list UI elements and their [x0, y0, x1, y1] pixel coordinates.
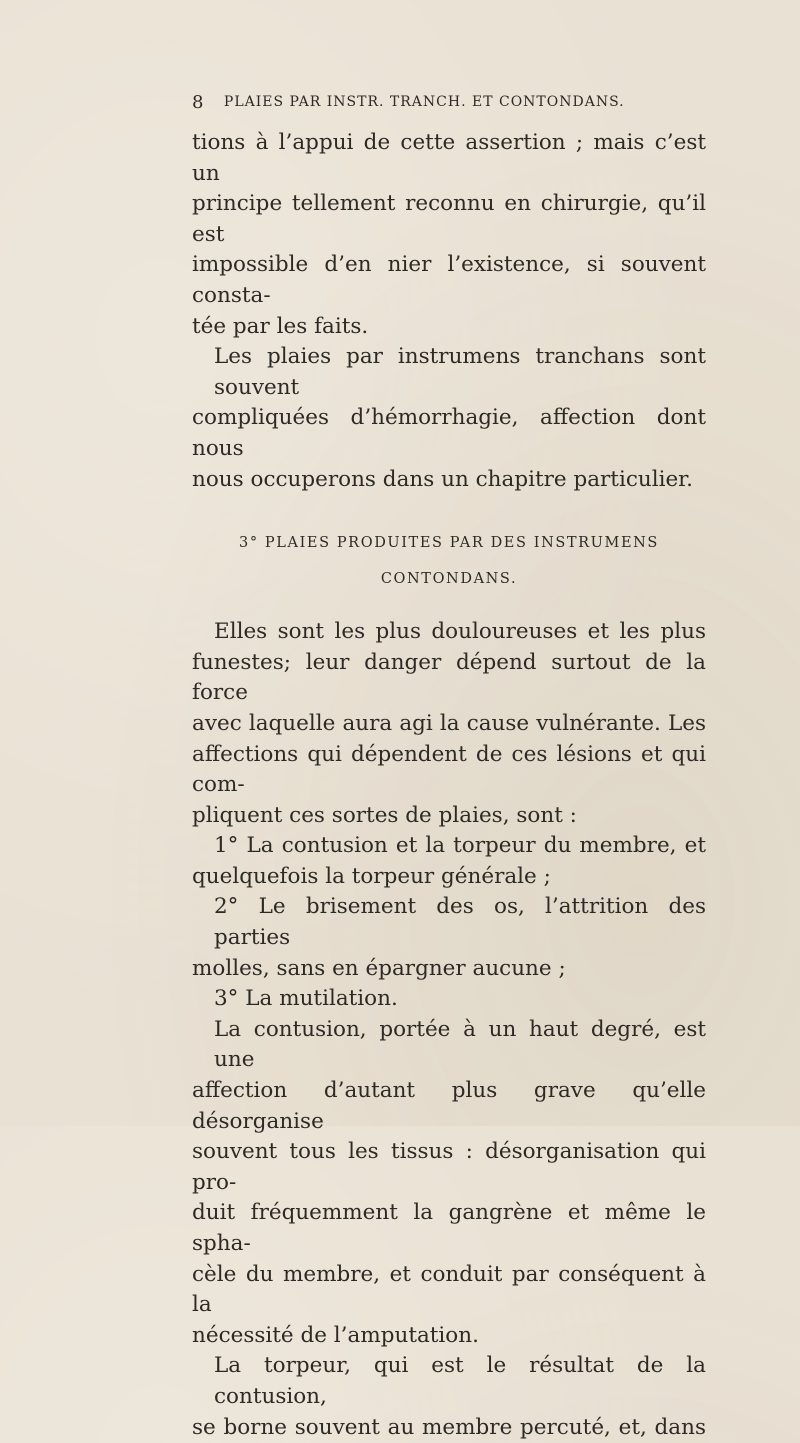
text-line: Elles sont les plus douloureuses et les plus — [214, 619, 706, 645]
running-title: PLAIES PAR INSTR. TRANCH. ET CONTONDANS. — [223, 94, 625, 110]
text-line: 3° La mutilation. — [214, 986, 398, 1012]
text-line: funestes; leur danger dépend surtout de la force — [192, 649, 706, 706]
body-text — [192, 128, 706, 1443]
text-line: pliquent ces sortes de plaies, sont : — [192, 802, 577, 828]
text-line: molles, sans en épargner aucune ; — [192, 955, 566, 981]
paragraph-torpor — [192, 1351, 706, 1443]
text-line: cèle du membre, et conduit par conséquent à la — [192, 1261, 706, 1318]
text-line: 2° Le brisement des os, l’attrition des parties — [214, 894, 706, 951]
text-line: tée par les faits. — [192, 313, 369, 339]
list-item-2 — [192, 892, 706, 984]
list-item-1 — [192, 831, 706, 892]
text-line: Les plaies par instrumens tranchans sont souvent — [214, 344, 706, 400]
text-line: quelquefois la torpeur générale ; — [192, 863, 551, 889]
text-line: nous occuperons dans un chapitre particulier. — [192, 466, 693, 492]
text-line: compliquées d’hémorrhagie, affection dont nous — [192, 405, 706, 461]
section-heading-line: CONTONDANS. — [380, 571, 518, 588]
paragraph-continuation — [192, 128, 706, 342]
text-line: nécessité de l’amputation. — [192, 1322, 479, 1348]
paragraph-hemorrhage — [192, 342, 706, 495]
text-line: duit fréquemment la gangrène et même le spha- — [192, 1200, 706, 1256]
section-heading-line: 3° PLAIES PRODUITES PAR DES INSTRUMENS — [239, 535, 659, 552]
text-line: se borne souvent au membre percuté, et, dans — [192, 1414, 706, 1440]
text-line: La contusion, portée à un haut degré, est une — [214, 1016, 706, 1073]
list-item-3 — [192, 984, 706, 1015]
section-heading — [192, 525, 706, 597]
text-line: 1° La contusion et la torpeur du membre, et — [214, 833, 706, 859]
text-line: souvent tous les tissus : désorganisation qui pro- — [192, 1139, 706, 1195]
text-line: affection d’autant plus grave qu’elle désorganise — [192, 1078, 706, 1134]
text-line: La torpeur, qui est le résultat de la contusion, — [214, 1353, 706, 1409]
text-line: tions à l’appui de cette assertion ; mais c’est un — [192, 130, 706, 186]
page-number: 8 — [192, 92, 205, 113]
text-line: impossible d’en nier l’existence, si souvent consta- — [192, 252, 706, 308]
paragraph-contusion-intro — [192, 617, 706, 831]
text-line: principe tellement reconnu en chirurgie, qu’il est — [192, 191, 706, 247]
paragraph-contusion — [192, 1015, 706, 1352]
running-header — [192, 90, 672, 111]
text-line: avec laquelle aura agi la cause vulnérante. Les — [192, 710, 706, 736]
text-line: affections qui dépendent de ces lésions et qui com- — [192, 741, 706, 798]
